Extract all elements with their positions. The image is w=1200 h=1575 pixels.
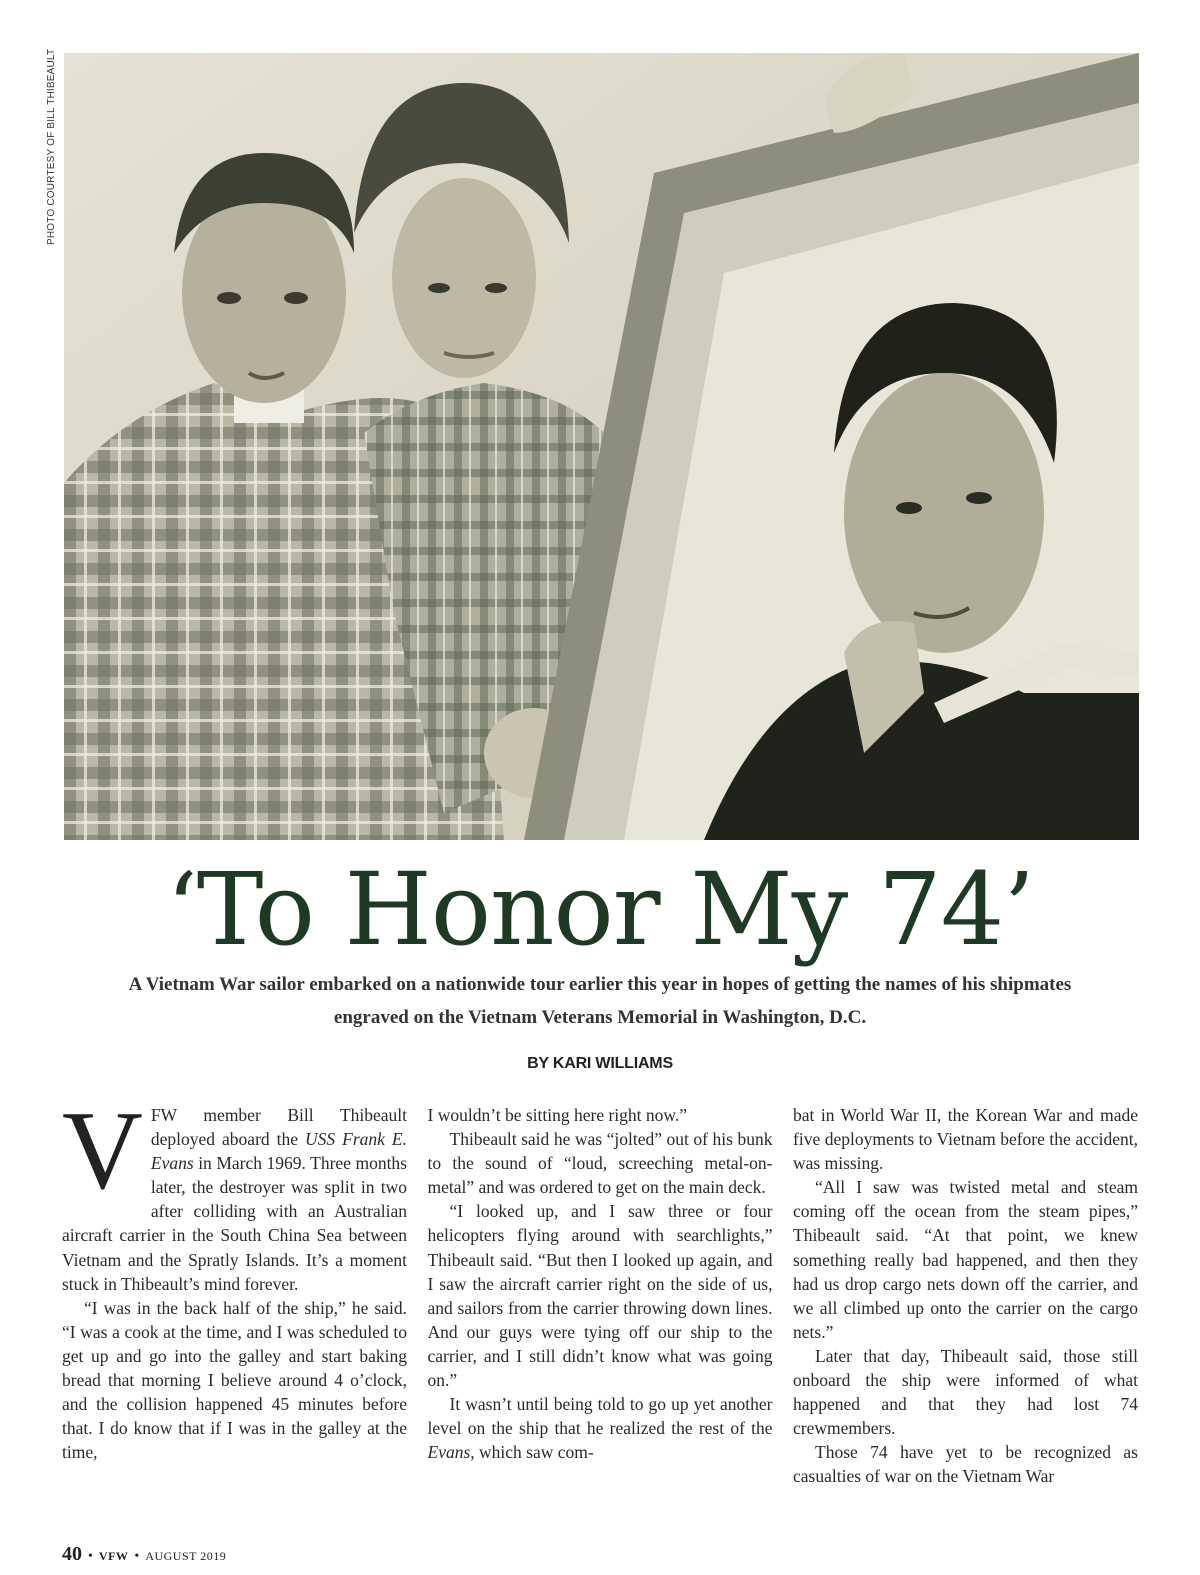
hero-photo xyxy=(64,53,1139,840)
paragraph: “All I saw was twisted metal and steam coming off the ocean from the steam pipes,” Thibeault said. “At that point, we knew something really bad happened, and then they had us drop cargo nets down off the carrier, and we all climbed up onto the carrier on the cargo nets.” xyxy=(793,1177,1138,1342)
bullet-separator: • xyxy=(134,1549,140,1564)
paragraph: Those 74 have yet to be recognized as casualties of war on the Vietnam War xyxy=(793,1442,1138,1487)
article-column-2 xyxy=(428,1103,773,1503)
bullet-separator: • xyxy=(88,1549,93,1564)
paragraph: bat in World War II, the Korean War and made five deployments to Vietnam before the accident, was missing. xyxy=(793,1105,1138,1174)
drop-cap: V xyxy=(62,1103,143,1213)
dek: A Vietnam War sailor embarked on a nationwide tour earlier this year in hopes of getting the names of his shipmates engraved on the Vietnam Veterans Memorial in Washington, D.C. xyxy=(128,974,1072,1028)
byline: BY KARI WILLIAMS xyxy=(527,1055,673,1072)
headline: ‘To Honor My 74’ xyxy=(165,851,1035,968)
issue-date: AUGUST 2019 xyxy=(145,1549,227,1563)
paragraph: It wasn’t until being told to go up yet another level on the ship that he realized the rest of the Evans, which saw com- xyxy=(427,1394,773,1463)
paragraph: “I looked up, and I saw three or four helicopters flying around with searchlights,” Thibeault said. “But then I looked up again, and I saw the aircraft carrier right on the side of us, and sailors from the carrier throwing down lines. And our guys were tying off our ship to the carrier, and I still didn’t know what was going on.” xyxy=(427,1201,773,1391)
page-footer xyxy=(62,1543,226,1567)
article-column-3 xyxy=(793,1103,1138,1503)
paragraph: I wouldn’t be sitting here right now.” xyxy=(427,1105,688,1125)
article-body xyxy=(62,1103,1138,1503)
magazine-name: VFW xyxy=(98,1549,129,1563)
page-number: 40 xyxy=(62,1543,82,1565)
article-column-1 xyxy=(62,1103,407,1503)
paragraph: VFW member Bill Thibeault deployed aboard the USS Frank E. Evans in March 1969. Three months later, the destroyer was split in two after colliding with an Australian aircraft carrier in the South China Sea between Vietnam and the Spratly Islands. It’s a moment stuck in Thibeault’s mind forever. xyxy=(62,1103,407,1294)
paragraph: “I was in the back half of the ship,” he said. “I was a cook at the time, and I was scheduled to get up and go into the galley and start baking bread that morning I believe around 4 o’clock, and the collision happened 45 minutes before that. I do know that if I was in the galley at the time, xyxy=(62,1297,407,1463)
photo-credit: PHOTO COURTESY OF BILL THIBEAULT xyxy=(46,48,57,245)
paragraph: Later that day, Thibeault said, those still onboard the ship were informed of what happened and that they had lost 74 crewmembers. xyxy=(793,1345,1138,1439)
paragraph: Thibeault said he was “jolted” out of his bunk to the sound of “loud, screeching metal-on-metal” and was ordered to get on the main deck. xyxy=(427,1129,773,1198)
